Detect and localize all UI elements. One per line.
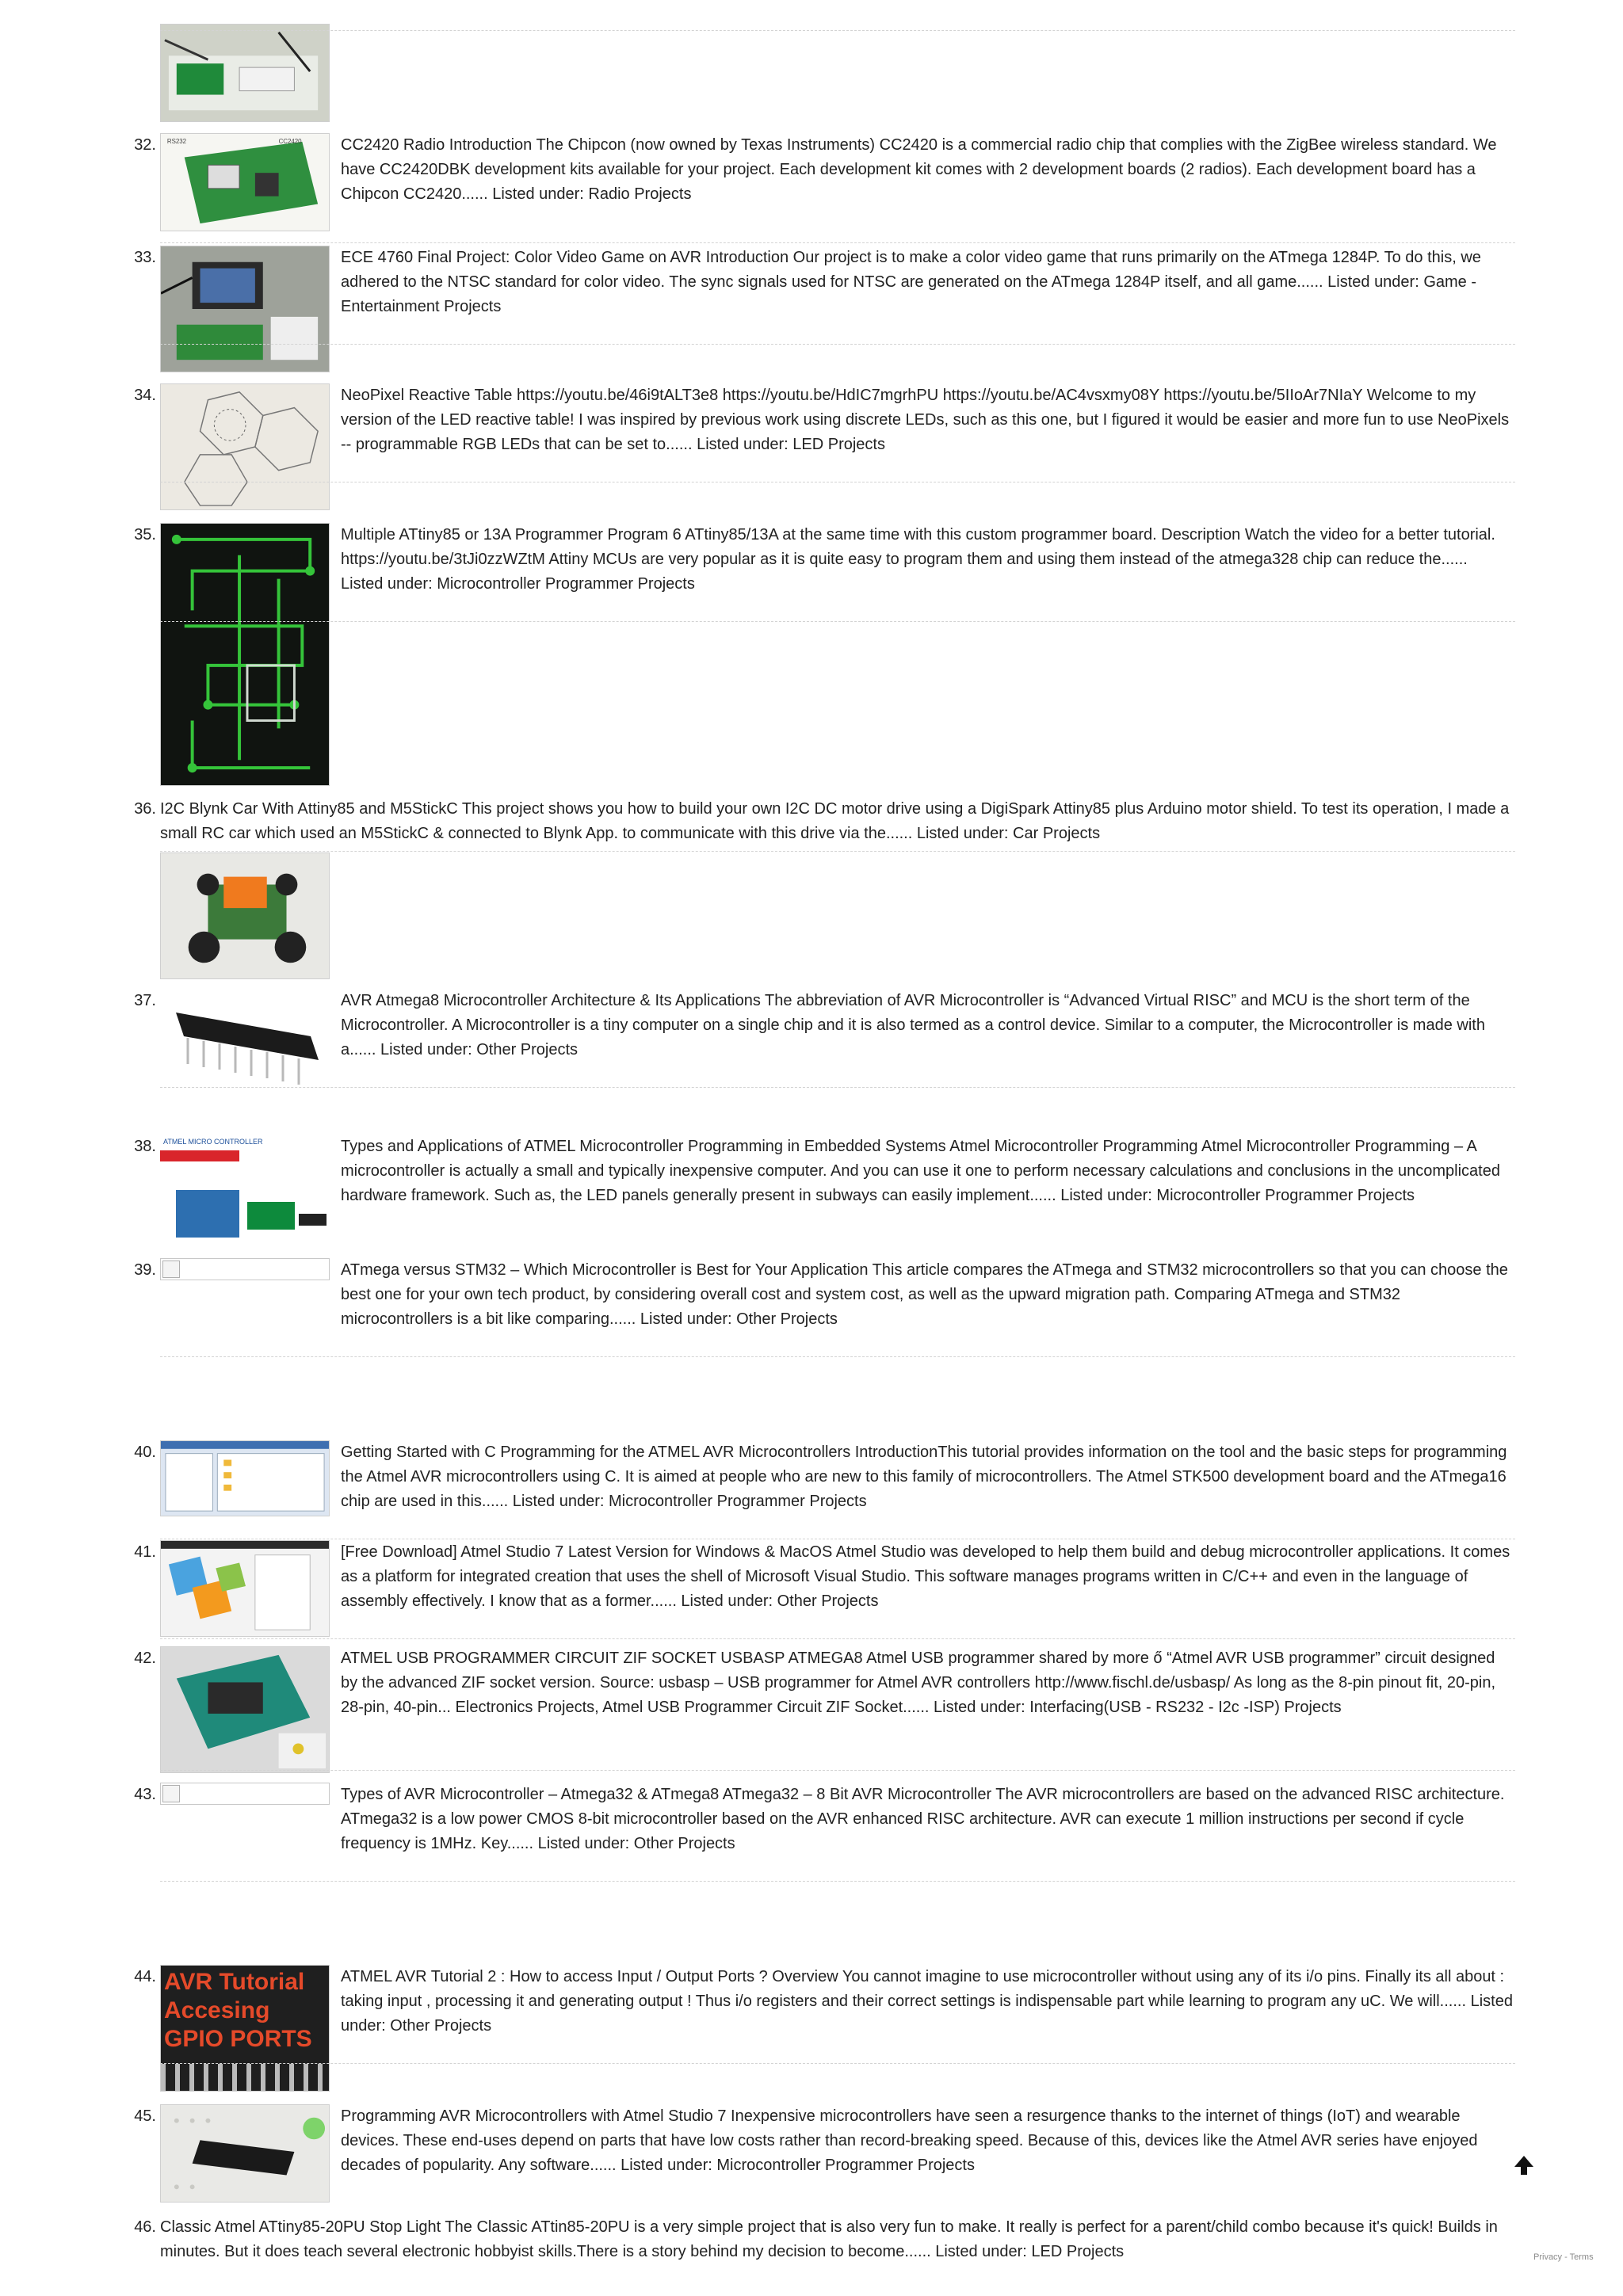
- arrow-up-icon: [1512, 2153, 1536, 2177]
- scroll-to-top-button[interactable]: [1512, 2153, 1536, 2177]
- item-number: 35.: [134, 526, 156, 543]
- item-number: 32.: [134, 136, 156, 154]
- broken-image-glyph: [162, 1261, 180, 1278]
- privacy-link[interactable]: Privacy: [1533, 2252, 1563, 2262]
- item-number: 34.: [134, 387, 156, 404]
- banner-line: AVR Tutorial: [164, 1969, 305, 1995]
- item-description[interactable]: Multiple ATtiny85 or 13A Programmer Program 6 ATtiny85/13A at the same time with this custom programmer board. Description Watch the video for a better tutorial. https://youtu.be/3tJi0zzWZtM Attiny MCUs are very popular as it is quite easy to program them and using them instead of the atmega328 chip can reduce the...... Listed under: Microcontroller Programmer Projects: [341, 526, 1495, 593]
- item-description[interactable]: Classic Atmel ATtiny85-20PU Stop Light The Classic ATtin85-20PU is a very simple project that is also very fun to make. It really is perfect for a parent/child combo because it's quick! Builds in minutes. But it does teach several electronic hobbyist skills.There is a story behind my decision to become...... Listed under: LED Projects: [160, 2218, 1498, 2260]
- item-description[interactable]: Getting Started with C Programming for the ATMEL AVR Microcontrollers IntroductionThis tutorial provides information on the tool and the basic steps for programming the Atmel AVR microcontrollers using C. It is aimed at people who are new to this family of microcontrollers. The Atmel STK500 development board and the ATmega16 chip are used in this...... Listed under: Microcontroller Programmer Projects: [341, 1444, 1507, 1510]
- item-description[interactable]: Programming AVR Microcontrollers with Atmel Studio 7 Inexpensive microcontrollers have seen a resurgence thanks to the internet of things (IoT) and wearable devices. These end-uses depend on parts that have low costs rather than record-breaking speed. Because of this, devices like the Atmel AVR series have enjoyed decades of popularity. Any software...... Listed under: Microcontroller Programmer Projects: [341, 2107, 1478, 2174]
- svg-text:ATMEL MICRO CONTROLLER: ATMEL MICRO CONTROLLER: [163, 1138, 263, 1146]
- radio-board-icon[interactable]: [160, 133, 330, 231]
- banner-line: Accesing: [164, 1997, 270, 2023]
- item-number: 39.: [134, 1261, 156, 1279]
- item-number: 33.: [134, 249, 156, 266]
- item-description[interactable]: I2C Blynk Car With Attiny85 and M5StickC This project shows you how to build your own I2C DC motor drive using a DigiSpark Attiny85 plus Arduino motor shield. To test its operation, I made a small RC car which used an M5StickC & connected to Blynk App. to communicate with this drive via the...... Listed under: Car Projects: [160, 800, 1510, 842]
- item-number: 41.: [134, 1543, 156, 1561]
- item-number: 40.: [134, 1444, 156, 1461]
- broken-image-icon[interactable]: [160, 1783, 330, 1805]
- item-description[interactable]: ATMEL USB PROGRAMMER CIRCUIT ZIF SOCKET USBASP ATMEGA8 Atmel USB programmer shared by more ő “Atmel AVR USB programmer” circuit designed by the advanced ZIF socket version. Source: usbasp – USB programmer for Atmel AVR controllers http://www.fischl.de/usbasp/ As long as the 8-pin pinout fit, 20-pin, 28-pin, 40-pin... Electronics Projects, Atmel USB Programmer Circuit ZIF Socket...... Listed under: Interfacing(USB - RS232 - I2c -ISP) Projects: [341, 1650, 1496, 1716]
- breadboard-icon[interactable]: [160, 24, 330, 122]
- item-number: 46.: [134, 2218, 156, 2236]
- software-window-icon[interactable]: [160, 1440, 330, 1516]
- item-number: 42.: [134, 1650, 156, 1667]
- item-description[interactable]: ATmega versus STM32 – Which Microcontroller is Best for Your Application This article compares the ATmega and STM32 microcontrollers so that you can choose the best one for your own tech product, by considering overall cost and system cost, as well as the upward migration path. Comparing ATmega and STM32 microcontrollers is a bit like comparing...... Listed under: Other Projects: [341, 1261, 1508, 1328]
- chip-breadboard-icon[interactable]: [160, 2104, 330, 2203]
- recaptcha-footer: [1533, 2252, 1594, 2262]
- rc-car-icon[interactable]: [160, 852, 330, 979]
- item-description[interactable]: Types and Applications of ATMEL Microcontroller Programming in Embedded Systems Atmel Microcontroller Programming Atmel Microcontroller Programming – A microcontroller is actually a small and typically inexpensive computer. And you can use it one to perform necessary calculations and conclusions in the uncomplicated hardware framework. Such as, the LED panels generally present in subways can easily implement...... Listed under: Microcontroller Programmer Projects: [341, 1138, 1500, 1204]
- dip-chip-icon[interactable]: [160, 989, 330, 1087]
- programmer-kit-icon[interactable]: [160, 1135, 330, 1253]
- item-description[interactable]: ECE 4760 Final Project: Color Video Game on AVR Introduction Our project is to make a color video game that runs primarily on the ATmega 1284P. To do this, we adhered to the NTSC standard for color video. The sync signals used for NTSC are generated on the ATmega 1284P itself, and all game...... Listed under: Game - Entertainment Projects: [341, 249, 1481, 315]
- avr-tutorial-banner[interactable]: [160, 1965, 330, 2092]
- item-number: 44.: [134, 1968, 156, 1985]
- broken-image-glyph: [162, 1785, 180, 1802]
- item-number: 45.: [134, 2107, 156, 2125]
- item-description[interactable]: NeoPixel Reactive Table https://youtu.be/46i9tALT3e8 https://youtu.be/HdIC7mgrhPU https://youtu.be/AC4vsxmy08Y https://youtu.be/5IIoAr7NIaY Welcome to my version of the LED reactive table! I was inspired by previous work using discrete LEDs, such as this one, but I figured it would be easier and more fun to use NeoPixels -- programmable RGB LEDs that can be set to...... Listed under: LED Projects: [341, 387, 1510, 453]
- ide-window-icon[interactable]: [160, 1540, 330, 1637]
- item-description[interactable]: [Free Download] Atmel Studio 7 Latest Version for Windows & MacOS Atmel Studio was developed to help them build and debug microcontroller applications. It comes as a platform for integrated creation that uses the shell of Microsoft Visual Studio. This software manages programs written in C/C++ and even in the language of assembly effectively. I know that as a former...... Listed under: Other Projects: [341, 1543, 1510, 1610]
- footer-separator: -: [1562, 2252, 1570, 2262]
- svg-text:CC2420: CC2420: [278, 137, 302, 145]
- item-description[interactable]: CC2420 Radio Introduction The Chipcon (now owned by Texas Instruments) CC2420 is a commercial radio chip that complies with the ZigBee wireless standard. We have CC2420DBK development kits available for your project. Each development kit comes with 2 development boards (2 radios). Each development board has a Chipcon CC2420...... Listed under: Radio Projects: [341, 136, 1497, 203]
- svg-text:RS232: RS232: [166, 137, 187, 145]
- item-number: 36.: [134, 800, 156, 818]
- hexagon-sketch-icon[interactable]: [160, 383, 330, 510]
- item-number: 38.: [134, 1138, 156, 1155]
- banner-line: GPIO PORTS: [164, 2026, 312, 2052]
- terms-link[interactable]: Terms: [1569, 2252, 1594, 2262]
- video-game-icon[interactable]: [160, 246, 330, 372]
- item-description[interactable]: ATMEL AVR Tutorial 2 : How to access Input / Output Ports ? Overview You cannot imagine to use microcontroller without using any of its i/o pins. Finally its all about : taking input , processing it and generating output ! Thus i/o registers and their correct settings is indispensable part while learning to program any uC. We will...... Listed under: Other Projects: [341, 1968, 1513, 2035]
- banner-pins: [161, 2064, 330, 2092]
- item-number: 43.: [134, 1786, 156, 1803]
- item-number: 37.: [134, 992, 156, 1009]
- item-description[interactable]: Types of AVR Microcontroller – Atmega32 & ATmega8 ATmega32 – 8 Bit AVR Microcontroller The AVR microcontrollers are based on the advanced RISC architecture. ATmega32 is a low power CMOS 8-bit microcontroller based on the AVR enhanced RISC architecture. AVR can execute 1 million instructions per second if cycle frequency is 1MHz. Key...... Listed under: Other Projects: [341, 1786, 1505, 1852]
- item-description[interactable]: AVR Atmega8 Microcontroller Architecture & Its Applications The abbreviation of AVR Microcontroller is “Advanced Virtual RISC” and MCU is the short term of the Microcontroller. A Microcontroller is a tiny computer on a single chip and it is also termed as a control device. Similar to a computer, the Microcontroller is made with a...... Listed under: Other Projects: [341, 992, 1485, 1058]
- broken-image-icon[interactable]: [160, 1258, 330, 1280]
- pcb-layout-icon[interactable]: [160, 523, 330, 786]
- zif-socket-icon[interactable]: [160, 1646, 330, 1773]
